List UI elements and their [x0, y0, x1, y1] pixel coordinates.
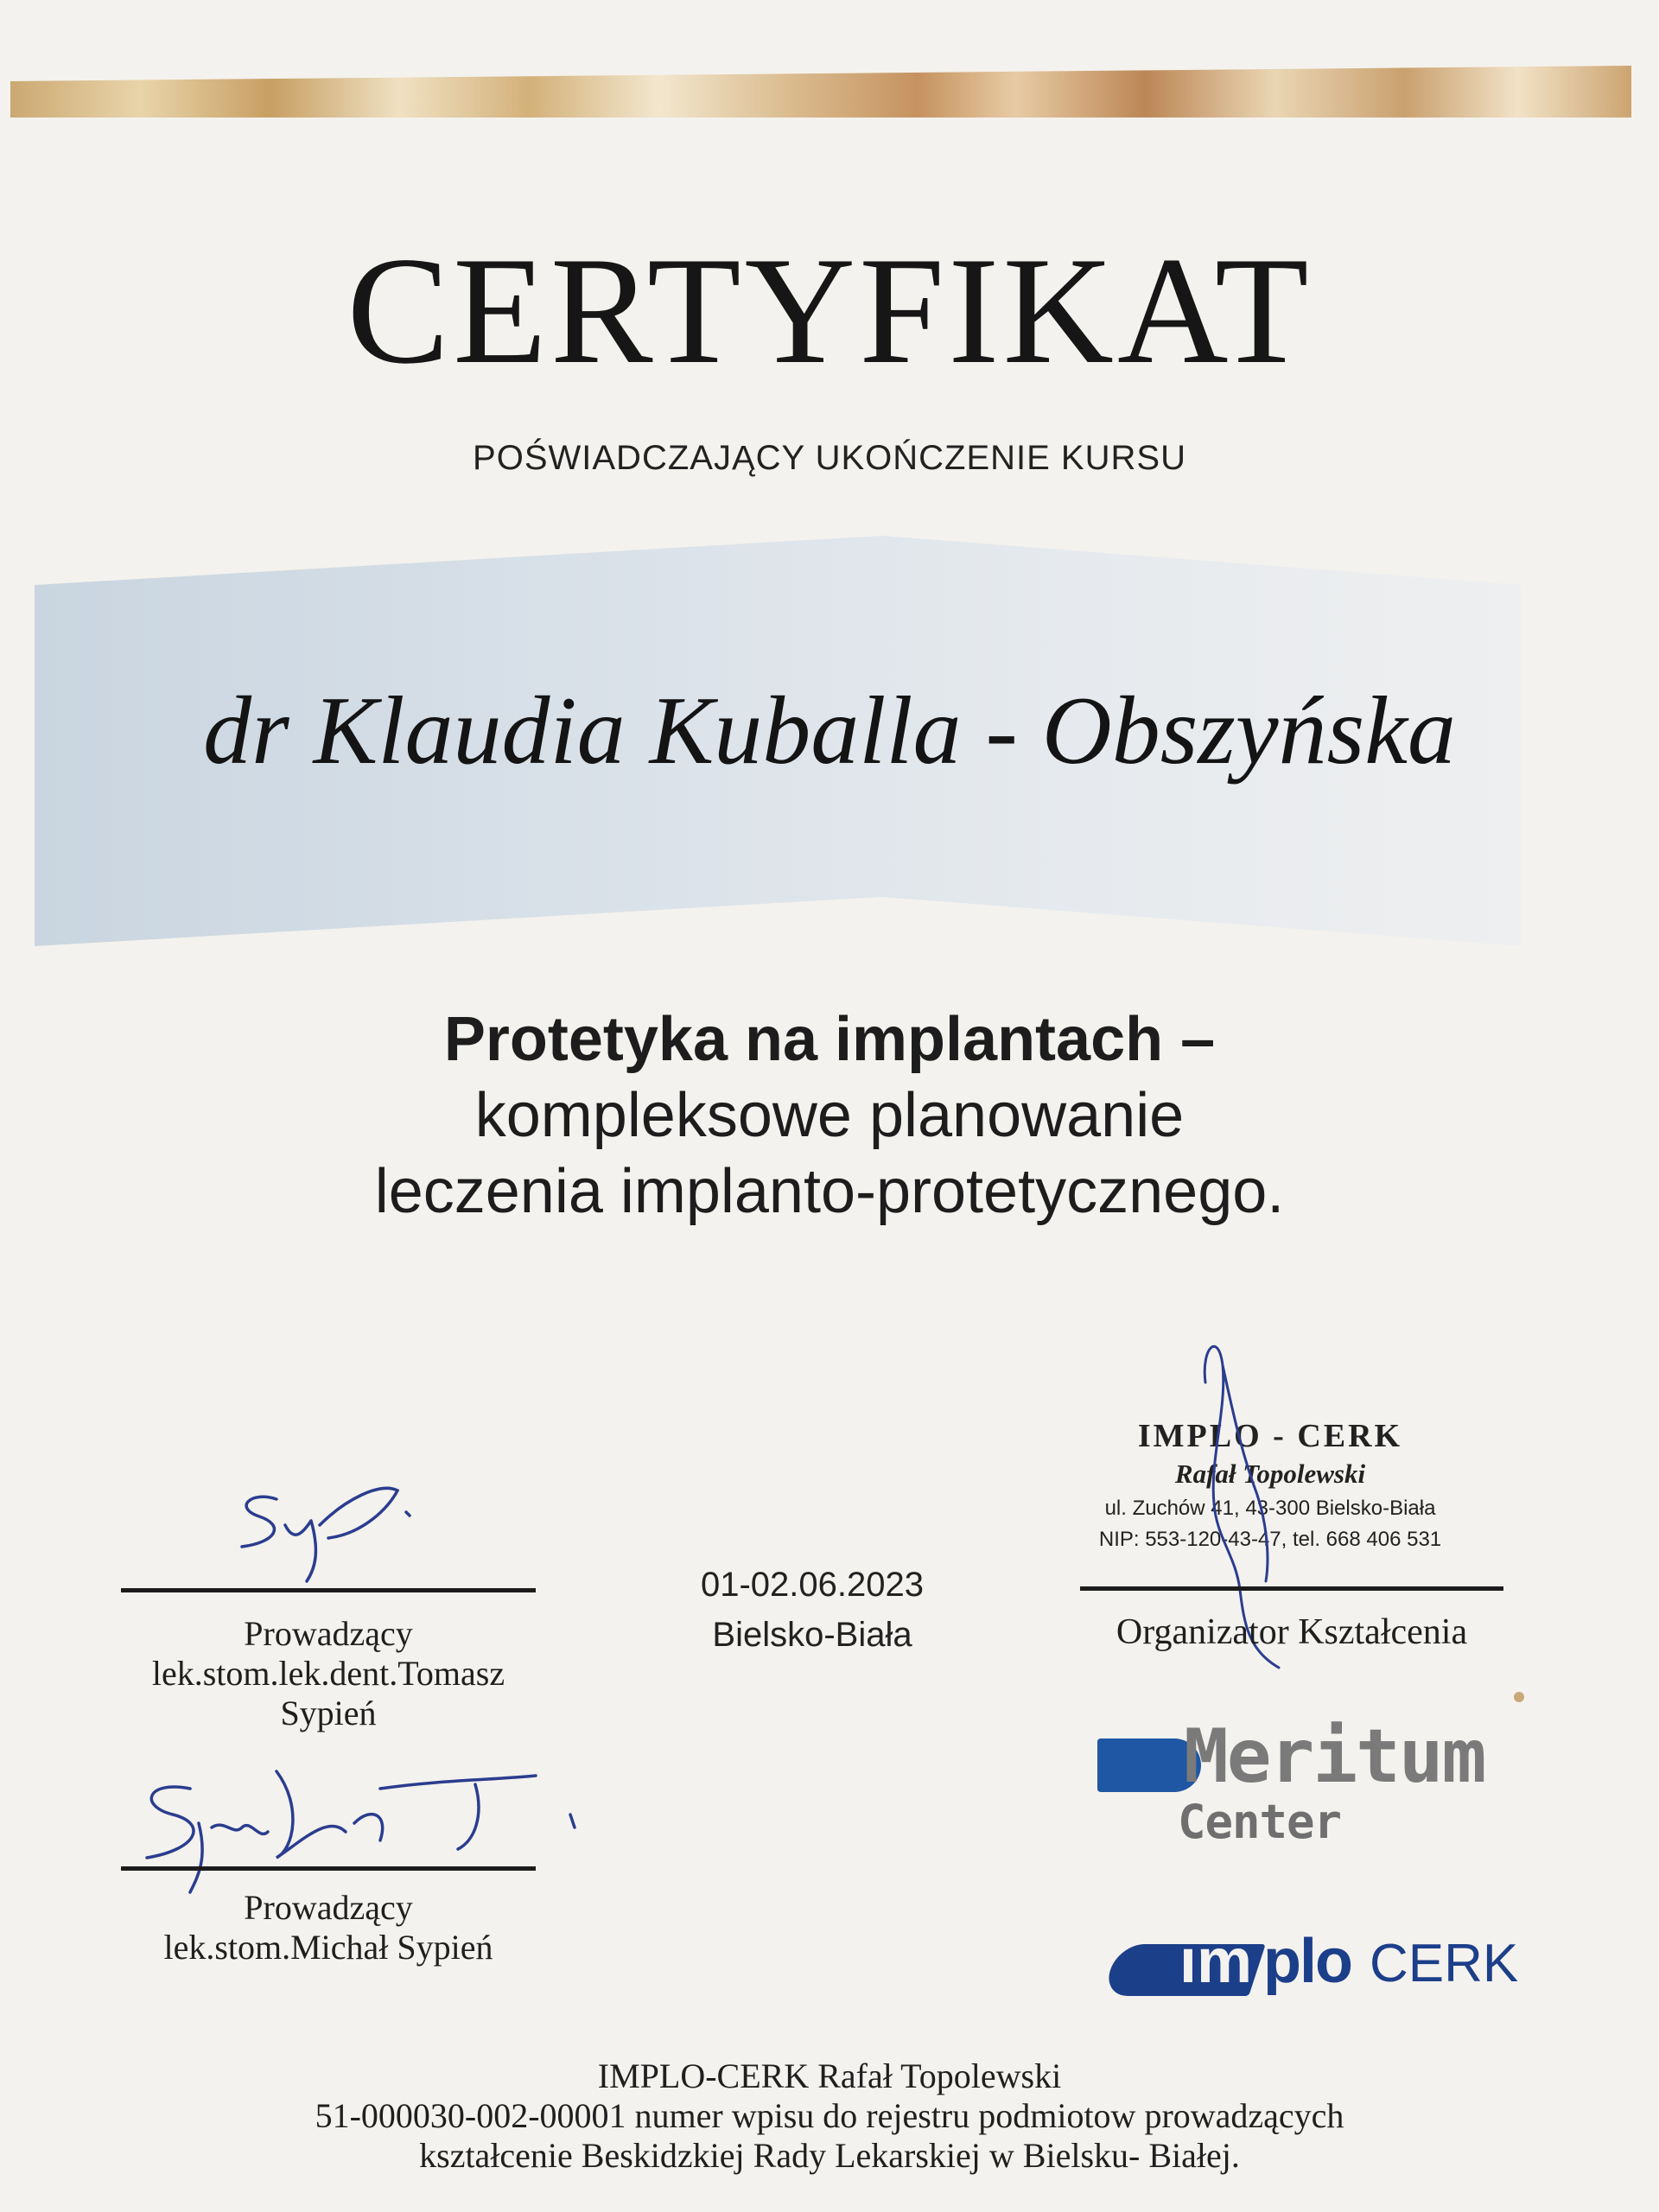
stamp-owner: Rafał Topolewski: [1174, 1459, 1366, 1489]
recipient-name: dr Klaudia Kuballa - Obszyńska: [203, 677, 1456, 785]
stamp-ids: NIP: 553-120-43-47, tel. 668 406 531: [1098, 1528, 1442, 1551]
certificate-subtitle: POŚWIADCZAJĄCY UKOŃCZENIE KURSU: [473, 439, 1186, 477]
footer-line-3: kształcenie Beskidzkiej Rady Lekarskiej w Bielsku- Białej.: [419, 2136, 1240, 2175]
event-city: Bielsko-Biała: [712, 1616, 912, 1654]
signature-line-1: [121, 1588, 536, 1592]
certificate-title: CERTYFIKAT: [346, 225, 1313, 396]
stamp-company: IMPLO - CERK: [1137, 1418, 1403, 1454]
course-line-2: kompleksowe planowanie: [474, 1080, 1185, 1150]
event-date-place: [639, 1560, 985, 1660]
paper-speck: [1514, 1692, 1524, 1702]
meritum-logo-sub: Center: [1178, 1795, 1342, 1849]
meritum-center-logo: [1093, 1713, 1542, 1866]
signatory-2-role: Prowadzący: [244, 1888, 413, 1927]
event-date: 01-02.06.2023: [700, 1566, 924, 1604]
signatory-1-name-line-2: Sypień: [280, 1694, 377, 1732]
implocerk-logo: [1110, 1918, 1519, 2013]
course-title: [0, 1002, 1659, 1230]
implocerk-logo-plo: plo: [1263, 1927, 1351, 1996]
signature-michal-sypien: [130, 1754, 596, 1892]
meritum-logo-word: Meritum: [1184, 1713, 1485, 1800]
signatory-2: [69, 1888, 588, 1967]
implocerk-logo-im: im: [1179, 1927, 1253, 1996]
signature-line-2: [121, 1866, 536, 1871]
stamp-address: ul. Zuchów 41, 43-300 Bielsko-Biała: [1104, 1497, 1436, 1520]
signatory-1-name-line-1: lek.stom.lek.dent.Tomasz: [151, 1654, 505, 1693]
footer-line-2: 51-000030-002-00001 numer wpisu do rejestru podmiotow prowadzących: [315, 2096, 1344, 2135]
implocerk-logo-cerk: CERK: [1370, 1934, 1519, 1993]
organizer-label: Organizator Kształcenia: [1116, 1612, 1468, 1652]
signatory-2-name-line-1: lek.stom.Michał Sypień: [163, 1928, 493, 1967]
course-line-3: leczenia implanto-protetycznego.: [374, 1156, 1285, 1226]
signatory-1: [69, 1614, 588, 1733]
signature-line-3: [1080, 1586, 1503, 1591]
gold-foil-strip: [10, 66, 1631, 118]
course-line-1: Protetyka na implantach –: [443, 1005, 1216, 1074]
registry-footer: [0, 2056, 1659, 2176]
footer-line-1: IMPLO-CERK Rafał Topolewski: [597, 2056, 1062, 2095]
signatory-1-role: Prowadzący: [244, 1614, 413, 1653]
signature-tomasz-sypien: [225, 1473, 432, 1586]
